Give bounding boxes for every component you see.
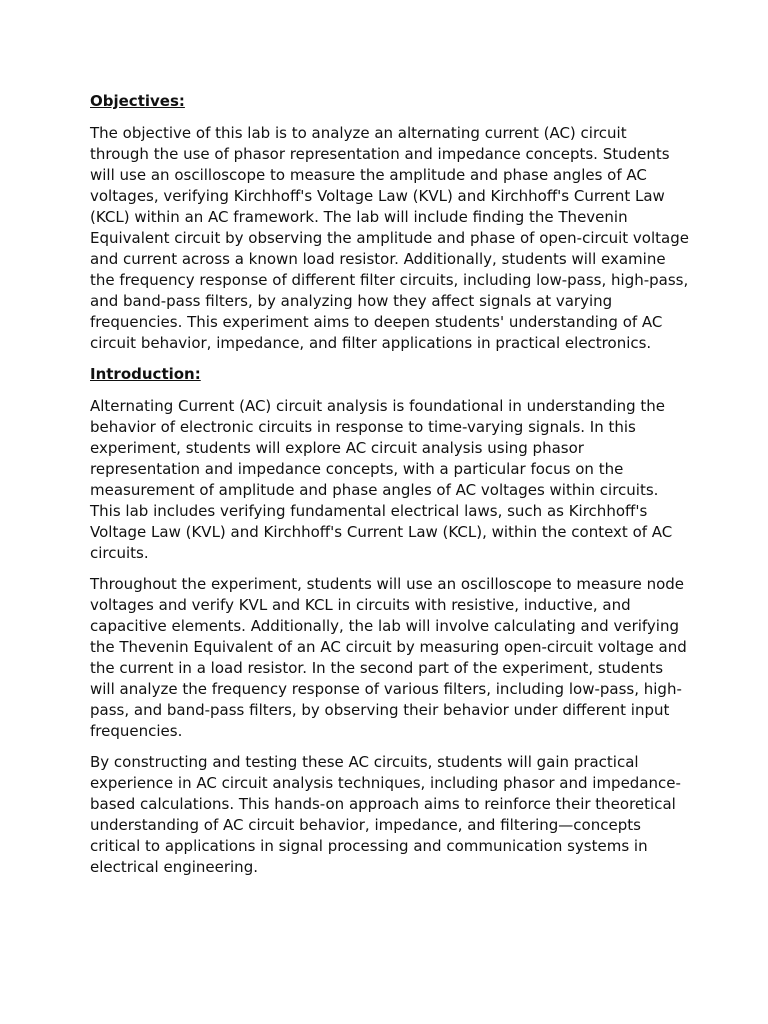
document-page xyxy=(90,91,690,888)
introduction-section xyxy=(90,364,690,878)
objectives-paragraph: The objective of this lab is to analyze an alternating current (AC) circuit through the use of phasor representation and impedance concepts. Students will use an oscilloscope to measure the amplitude and phase angles of AC voltages, verifying Kirchhoff's Voltage Law (KVL) and Kirchhoff's Current Law (KCL) within an AC framework. The lab will include finding the Thevenin Equivalent circuit by observing the amplitude and phase of open-circuit voltage and current across a known load resistor. Additionally, students will examine the frequency response of different filter circuits, including low-pass, high-pass, and band-pass filters, by analyzing how they affect signals at varying frequencies. This experiment aims to deepen students' understanding of AC circuit behavior, impedance, and filter applications in practical electronics. xyxy=(90,124,689,352)
objectives-section xyxy=(90,91,690,354)
objectives-heading: Objectives: xyxy=(90,92,185,110)
introduction-paragraph-3: By constructing and testing these AC circuits, students will gain practical experience in AC circuit analysis techniques, including phasor and impedance-based calculations. This hands-on approach aims to reinforce their theoretical understanding of AC circuit behavior, impedance, and filtering—concepts critical to applications in signal processing and communication systems in electrical engineering. xyxy=(90,753,681,876)
introduction-paragraph-1: Alternating Current (AC) circuit analysis is foundational in understanding the behavior of electronic circuits in response to time-varying signals. In this experiment, students will explore AC circuit analysis using phasor representation and impedance concepts, with a particular focus on the measurement of amplitude and phase angles of AC voltages within circuits. This lab includes verifying fundamental electrical laws, such as Kirchhoff's Voltage Law (KVL) and Kirchhoff's Current Law (KCL), within the context of AC circuits. xyxy=(90,397,673,562)
introduction-heading: Introduction: xyxy=(90,365,201,383)
introduction-paragraph-2: Throughout the experiment, students will use an oscilloscope to measure node voltages and verify KVL and KCL in circuits with resistive, inductive, and capacitive elements. Additionally, the lab will involve calculating and verifying the Thevenin Equivalent of an AC circuit by measuring open-circuit voltage and the current in a load resistor. In the second part of the experiment, students will analyze the frequency response of various filters, including low-pass, high-pass, and band-pass filters, by observing their behavior under different input frequencies. xyxy=(90,575,687,740)
